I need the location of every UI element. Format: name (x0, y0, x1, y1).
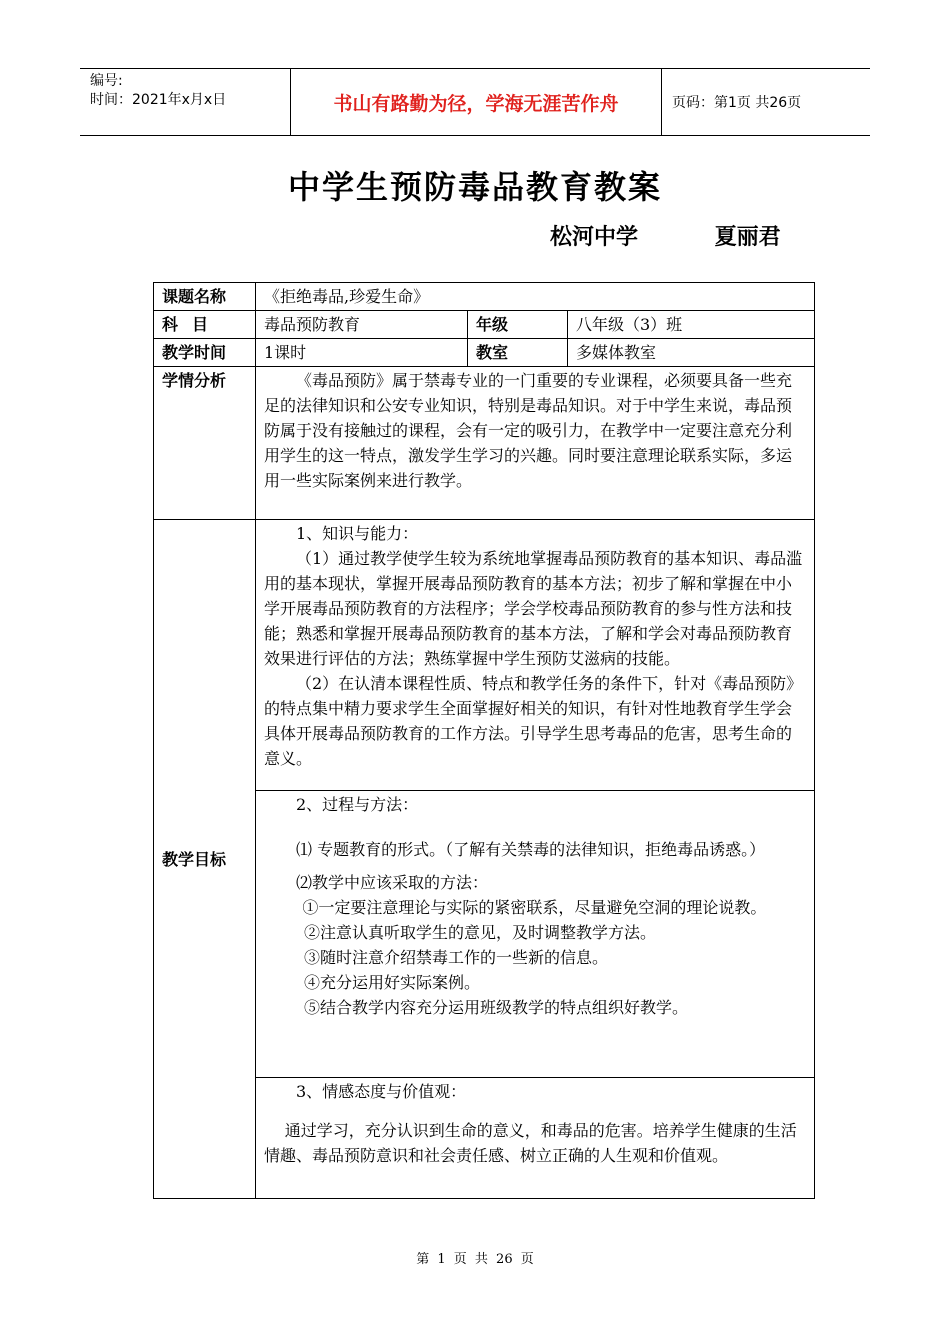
subject-label: 科目 (154, 311, 256, 339)
header-time-label: 时间：2021年x月x日 (90, 92, 227, 108)
course-label: 课题名称 (154, 283, 256, 311)
header-motto: 书山有路勤为径，学海无涯苦作舟 (291, 69, 662, 136)
goals-label: 教学目标 (154, 520, 256, 1199)
goal1-cell (256, 520, 815, 791)
time-label: 教学时间 (154, 339, 256, 367)
course-value: 《拒绝毒品,珍爱生命》 (256, 283, 815, 311)
time-value: 1课时 (256, 339, 468, 367)
header-meta (80, 69, 291, 136)
row-goal1 (154, 520, 815, 791)
goal2-item-5: ⑤结合教学内容充分运用班级教学的特点组织好教学。 (304, 998, 689, 1017)
goal2-item-1: ①一定要注意理论与实际的紧密联系，尽量避免空洞的理论说教。 (302, 898, 767, 917)
subject-value: 毒品预防教育 (256, 311, 468, 339)
goal1-p2: （2）在认清本课程性质、特点和教学任务的条件下，针对《毒品预防》的特点集中精力要求学生全面掌握好相关的知识，有针对性地教育学生学会具体开展毒品预防教育的工作方法。引导学生思考毒品的危害，思考生命的意义。 (264, 674, 803, 768)
goal3-cell (256, 1078, 815, 1199)
goal1-p1: （1）通过教学使学生较为系统地掌握毒品预防教育的基本知识、毒品滥用的基本现状，掌握开展毒品预防教育的基本方法；初步了解和掌握在中小学开展毒品预防教育的方法程序；学会学校毒品预防教育的参与性方法和技能；熟悉和掌握开展毒品预防教育的基本方法，了解和学会对毒品预防教育效果进行评估的方法；熟练掌握中学生预防艾滋病的技能。 (264, 549, 803, 668)
goal2-heading: 2、过程与方法： (296, 795, 419, 814)
header-page-label: 页码：第1页 共26页 (662, 69, 871, 136)
grade-value: 八年级（3）班 (568, 311, 815, 339)
grade-label: 年级 (468, 311, 568, 339)
analysis-text: 《毒品预防》属于禁毒专业的一门重要的专业课程，必须要具备一些充足的法律知识和公安专业知识，特别是毒品知识。对于中学生来说，毒品预防属于没有接触过的课程，会有一定的吸引力，在教学中一定要注意充分利用学生的这一特点，激发学生学习的兴趣。同时要注意理论联系实际，多运用一些实际案例来进行教学。 (264, 371, 793, 490)
room-value: 多媒体教室 (568, 339, 815, 367)
author-line: 松河中学 夏丽君 (550, 225, 781, 250)
header-number-label: 编号: (90, 73, 123, 89)
goal2-p2: ⑵教学中应该采取的方法： (296, 873, 489, 892)
room-label: 教室 (468, 339, 568, 367)
page-title: 中学生预防毒品教育教案 (287, 168, 662, 206)
goal2-item-2: ②注意认真听取学生的意见，及时调整教学方法。 (304, 923, 657, 942)
goal2-item-4: ④充分运用好实际案例。 (304, 973, 481, 992)
goal2-p1: ⑴ 专题教育的形式。（了解有关禁毒的法律知识，拒绝毒品诱惑。） (296, 840, 766, 859)
row-analysis (154, 367, 815, 520)
goal3-p1: 通过学习，充分认识到生命的意义，和毒品的危害。培养学生健康的生活情趣、毒品预防意识和社会责任感、树立正确的人生观和价值观。 (264, 1121, 797, 1165)
goal2-item-3: ③随时注意介绍禁毒工作的一些新的信息。 (304, 948, 609, 967)
analysis-label: 学情分析 (154, 367, 256, 520)
lesson-plan-table (153, 282, 815, 1199)
document-header (80, 68, 870, 136)
row-course (154, 283, 815, 311)
row-time (154, 339, 815, 367)
goal3-heading: 3、情感态度与价值观： (296, 1082, 467, 1101)
goal1-heading: 1、知识与能力： (296, 524, 419, 543)
analysis-cell (256, 367, 815, 520)
goal2-cell (256, 791, 815, 1078)
row-subject (154, 311, 815, 339)
page-footer: 第 1 页 共 26 页 (416, 1252, 534, 1267)
